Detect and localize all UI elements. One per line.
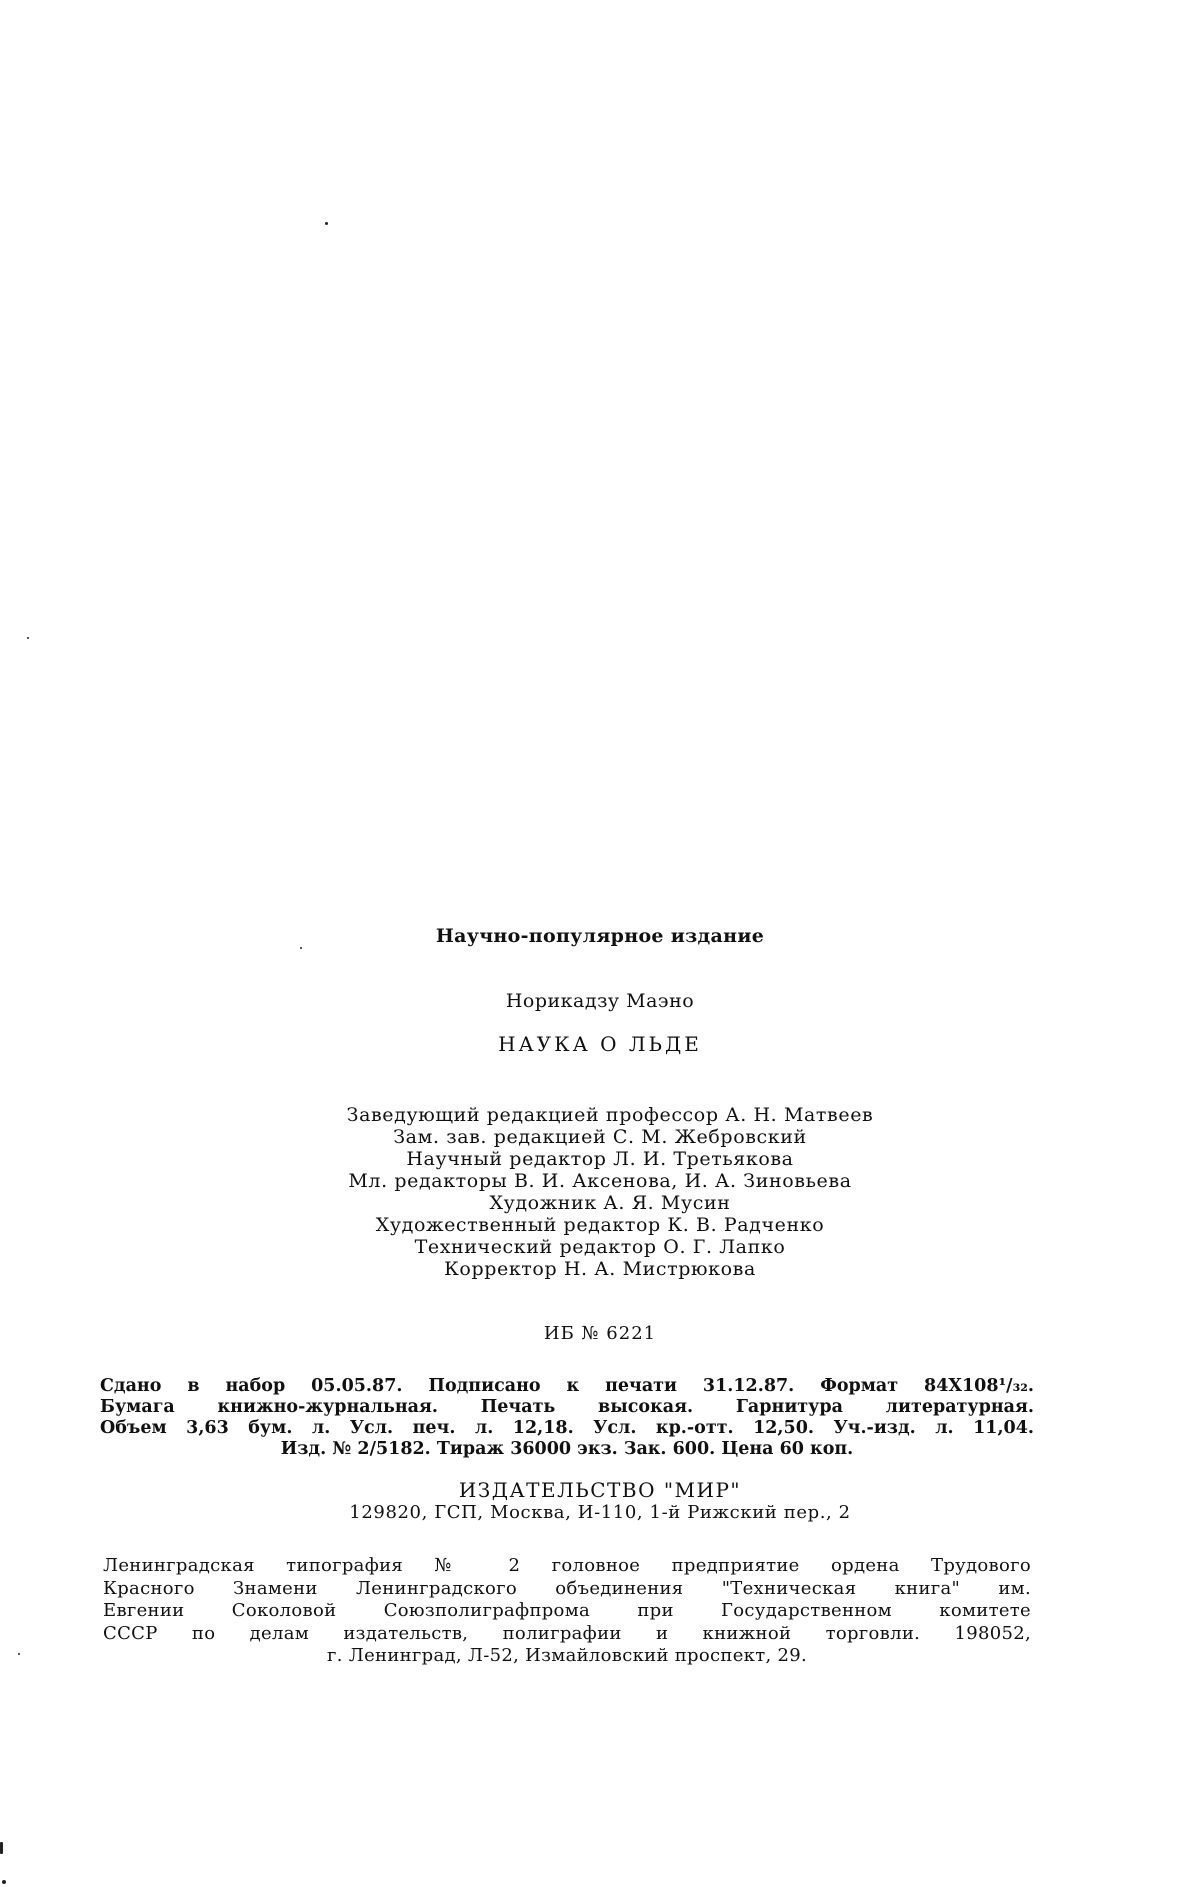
scan-speck [2, 1880, 6, 1884]
printer-block [103, 1555, 1031, 1668]
imprint-block [100, 1376, 1034, 1460]
staff-line: Мл. редакторы В. И. Аксенова, И. А. Зиновьева [348, 1170, 852, 1192]
scan-speck [27, 637, 29, 639]
publisher-name: ИЗДАТЕЛЬСТВО "МИР" [458, 1478, 742, 1502]
scan-speck [0, 1842, 3, 1854]
ib-number: ИБ № 6221 [543, 1323, 657, 1344]
staff-line: Заведующий редакцией профессор А. Н. Матвеев [346, 1104, 874, 1126]
staff-line: Корректор Н. А. Мистрюкова [444, 1258, 756, 1280]
printer-line: г. Ленинград, Л-52, Измайловский проспект, 29. [326, 1645, 808, 1666]
imprint-line: Изд. № 2/5182. Тираж 36000 экз. Зак. 600. Цена 60 коп. [280, 1439, 854, 1459]
edition-type: Научно-популярное издание [435, 925, 765, 947]
staff-line: Художественный редактор К. В. Радченко [375, 1214, 825, 1236]
editorial-staff-list [0, 1104, 1200, 1280]
publisher-address: 129820, ГСП, Москва, И-110, 1-й Рижский пер., 2 [349, 1502, 851, 1523]
imprint-line: Сдано в набор 05.05.87. Подписано к печати 31.12.87. Формат 84Х108¹/₃₂. [100, 1376, 1034, 1396]
staff-line: Технический редактор О. Г. Лапко [414, 1236, 786, 1258]
staff-line: Зам. зав. редакцией С. М. Жебровский [393, 1126, 807, 1148]
scan-speck [18, 1653, 20, 1655]
book-title: НАУКА О ЛЬДЕ [498, 1032, 702, 1056]
imprint-line: Объем 3,63 бум. л. Усл. печ. л. 12,18. Усл. кр.-отт. 12,50. Уч.-изд. л. 11,04. [100, 1418, 1034, 1438]
imprint-line: Бумага книжно-журнальная. Печать высокая. Гарнитура литературная. [100, 1397, 1034, 1417]
staff-line: Научный редактор Л. И. Третьякова [406, 1148, 794, 1170]
scan-speck [300, 947, 302, 949]
printer-line: Красного Знамени Ленинградского объединения "Техническая книга" им. [103, 1577, 1031, 1599]
staff-line: Художник А. Я. Мусин [489, 1192, 731, 1214]
author-name: Норикадзу Маэно [505, 990, 695, 1012]
printer-line: Евгении Соколовой Союзполиграфпрома при Государственном комитете [103, 1600, 1031, 1621]
printer-line: СССР по делам издательств, полиграфии и книжной торговли. 198052, [103, 1622, 1031, 1644]
scan-speck [325, 222, 328, 225]
printer-line: Ленинградская типография № 2 головное предприятие ордена Трудового [103, 1555, 1031, 1576]
